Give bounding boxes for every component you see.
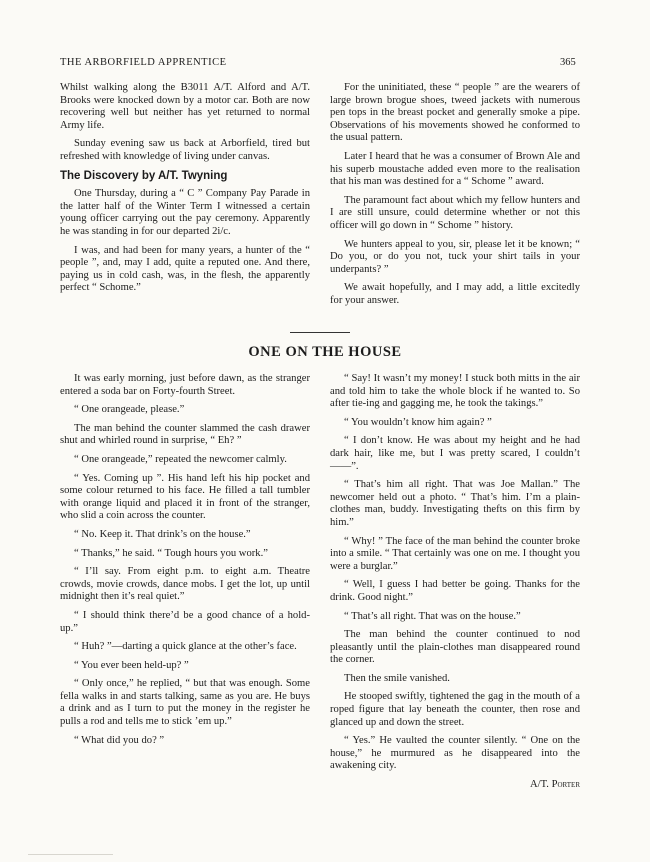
- paragraph: “ One orangeade,” repeated the newcomer calmly.: [74, 453, 287, 465]
- paragraph: One Thursday, during a “ C ” Company Pay Parade in the latter half of the Winter Term I witnessed a certain young officer carrying out the pay ceremony. Apparently he was standing in for our departed 2i/c.: [60, 188, 310, 237]
- paragraph: “ You ever been held-up? ”: [74, 659, 189, 671]
- paragraph: “ Yes.” He vaulted the counter silently. “ One on the house,” he murmured as he disappeared into the awakening city.: [330, 735, 580, 772]
- column-top-right: [330, 82, 580, 314]
- section-heading: The Discovery by A/T. Twyning: [60, 169, 228, 182]
- column-top-left: [60, 82, 310, 301]
- paragraph: We await hopefully, and I may add, a little excitedly for your answer.: [330, 282, 580, 306]
- paragraph: “ Why! ” The face of the man behind the counter broke into a smile. “ That certainly was one on me. I thought you were a burglar.”: [330, 535, 580, 572]
- paragraph: Whilst walking along the B3011 A/T. Alford and A/T. Brooks were knocked down by a motor car. Both are now recovering well but neither has yet returned to normal Army life.: [60, 82, 310, 131]
- paragraph: “ No. Keep it. That drink’s on the house.”: [74, 528, 251, 540]
- paragraph: Then the smile vanished.: [344, 672, 450, 684]
- paragraph: The man behind the counter continued to nod pleasantly until the plain-clothes man disappeared round the corner.: [330, 629, 580, 666]
- paragraph: “ Thanks,” he said. “ Tough hours you work.”: [74, 547, 268, 559]
- paragraph: The paramount fact about which my fellow hunters and I are still unsure, could determine whether or not this officer will go down in “ Schome ” history.: [330, 194, 580, 231]
- paragraph: We hunters appeal to you, sir, please let it be known; “ Do you, or do you not, tuck your shirt tails in your underpants? ”: [330, 238, 580, 275]
- paragraph: Later I heard that he was a consumer of Brown Ale and his superb moustache added even more to the realisation that his man was destined for a “ Schome ” award.: [330, 150, 580, 188]
- author-prefix: A/T.: [530, 779, 552, 791]
- paragraph: The man behind the counter slammed the cash drawer shut and whirled round in surprise, “ Eh? ”: [60, 422, 310, 447]
- paragraph: I was, and had been for many years, a hunter of the “ people ”, and, may I add, quite a reputed one. And there, paying us in cold cash, was, in the flesh, the apparently perfect “ Schome.”: [60, 244, 310, 294]
- paragraph: “ Well, I guess I had better be going. Thanks for the drink. Good night.”: [330, 579, 580, 603]
- author-signature: [330, 779, 580, 792]
- page-number: 365: [560, 57, 576, 68]
- paragraph: Sunday evening saw us back at Arborfield, tired but refreshed with knowledge of living under canvas.: [60, 138, 310, 162]
- paragraph: “ Only once,” he replied, “ but that was enough. Some fella walks in and starts talking, same as you are. He buys a drink and as I turn to put the money in the register he pulls a rod and tells me to stick ’em up.”: [60, 678, 310, 728]
- paragraph: For the uninitiated, these “ people ” are the wearers of large brown brogue shoes, tweed jackets with numerous pen tops in the breast pocket and generally smoke a pipe. Observations of his movements showed he conformed to the usual pattern.: [330, 82, 580, 144]
- story-title: ONE ON THE HOUSE: [248, 344, 402, 360]
- column-story-right: [330, 373, 580, 792]
- paragraph: “ You wouldn’t know him again? ”: [344, 416, 492, 428]
- paragraph: “ I should think there’d be a good chance of a hold-up.”: [60, 609, 310, 634]
- paragraph: “ Say! It wasn’t my money! I stuck both mitts in the air and told him to take the whole block if he wanted to. So after tie-ing and gagging me, he took the takings.”: [330, 373, 580, 410]
- paragraph: “ Yes. Coming up ”. His hand left his hip pocket and some colour returned to his face. He filled a tall tumbler with orange liquid and placed it in front of the stranger, who slid a coin across the counter.: [60, 472, 310, 522]
- paragraph: “ Huh? ”—darting a quick glance at the other’s face.: [74, 641, 297, 653]
- paragraph: “ That’s all right. That was on the house.”: [344, 610, 521, 622]
- running-title: THE ARBORFIELD APPRENTICE: [60, 57, 227, 68]
- paragraph: “ One orangeade, please.”: [74, 404, 185, 416]
- paragraph: “ I don’t know. He was about my height and he had dark hair, like me, but I was pretty scared, I couldn’t——”.: [330, 435, 580, 472]
- paragraph: “ What did you do? ”: [74, 734, 165, 746]
- paragraph: “ That’s him all right. That was Joe Mallan.” The newcomer held out a photo. “ That’s him. I’m a plain-clothes man, buddy. Investigating thefts on this firm by him.”: [330, 479, 580, 528]
- section-divider: [290, 332, 350, 333]
- paragraph: It was early morning, just before dawn, as the stranger entered a soda bar on Forty-fourth Street.: [60, 373, 310, 397]
- scan-edge-mark: [28, 854, 113, 855]
- paragraph: “ I’ll say. From eight p.m. to eight a.m. Theatre crowds, movie crowds, dance mobs. I get the lot, up until midnight then it’s real quiet.”: [60, 566, 310, 603]
- column-story-left: [60, 373, 310, 753]
- author-name: Porter: [551, 779, 580, 791]
- paragraph: He stooped swiftly, tightened the gag in the mouth of a roped figure that lay beneath the counter, then rose and glanced up and down the street.: [330, 691, 580, 728]
